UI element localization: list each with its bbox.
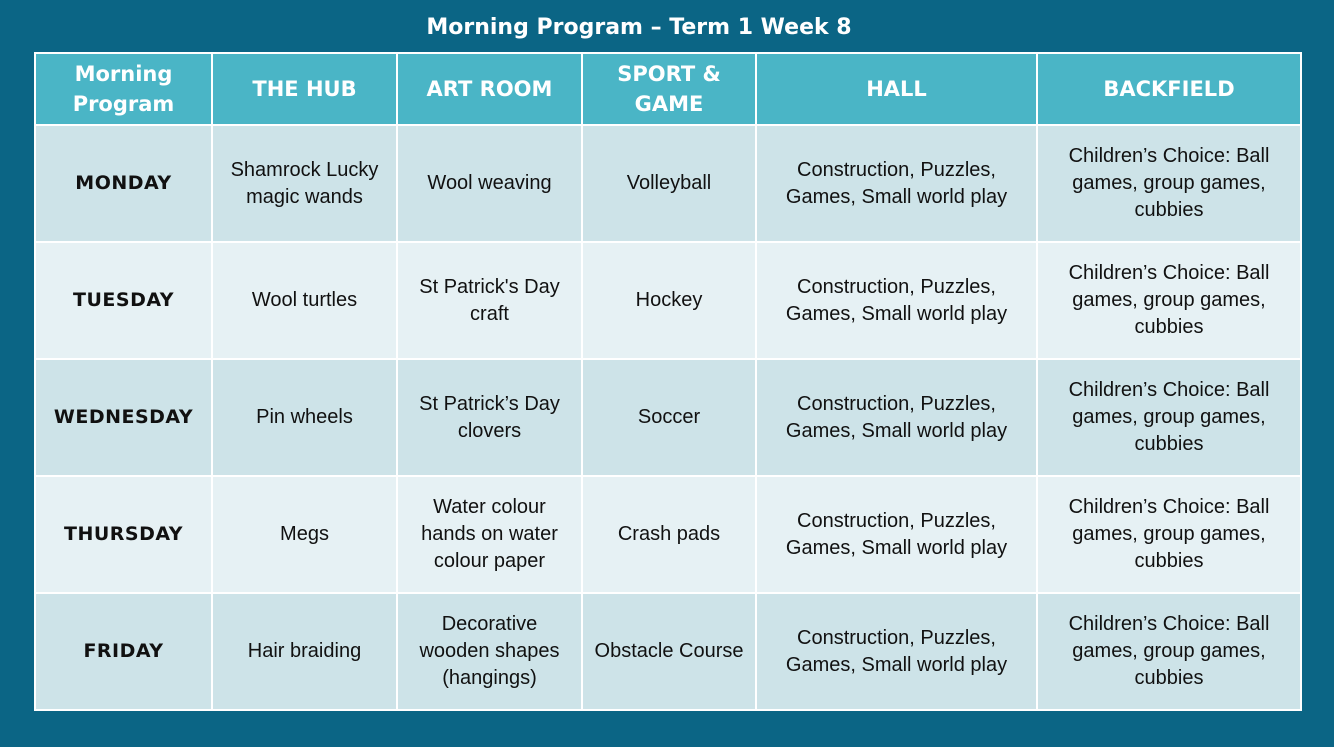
column-header-hall: HALL <box>756 53 1037 125</box>
table-cell: Decorative wooden shapes (hangings) <box>397 593 582 710</box>
day-label: THURSDAY <box>35 476 212 593</box>
day-label: TUESDAY <box>35 242 212 359</box>
table-row <box>35 476 1301 593</box>
table-cell: Construction, Puzzles, Games, Small world play <box>756 242 1037 359</box>
day-label: MONDAY <box>35 125 212 242</box>
column-header-art-room: ART ROOM <box>397 53 582 125</box>
table-cell: Pin wheels <box>212 359 397 476</box>
column-header-the-hub: THE HUB <box>212 53 397 125</box>
table-cell: Crash pads <box>582 476 756 593</box>
table-cell: Construction, Puzzles, Games, Small world play <box>756 359 1037 476</box>
table-cell: Shamrock Lucky magic wands <box>212 125 397 242</box>
table-cell: Children’s Choice: Ball games, group games, cubbies <box>1037 593 1301 710</box>
table-cell: Obstacle Course <box>582 593 756 710</box>
table-cell: Children’s Choice: Ball games, group games, cubbies <box>1037 359 1301 476</box>
program-table <box>34 52 1302 711</box>
day-label: FRIDAY <box>35 593 212 710</box>
table-cell: Megs <box>212 476 397 593</box>
header-row <box>35 53 1301 125</box>
table-cell: Soccer <box>582 359 756 476</box>
table-cell: Children’s Choice: Ball games, group games, cubbies <box>1037 476 1301 593</box>
table-cell: Wool weaving <box>397 125 582 242</box>
table-cell: Construction, Puzzles, Games, Small world play <box>756 476 1037 593</box>
page-title: Morning Program – Term 1 Week 8 <box>426 15 852 40</box>
table-cell: Children’s Choice: Ball games, group games, cubbies <box>1037 125 1301 242</box>
table-cell: St Patrick's Day craft <box>397 242 582 359</box>
day-label: WEDNESDAY <box>35 359 212 476</box>
table-cell: Construction, Puzzles, Games, Small world play <box>756 593 1037 710</box>
table-cell: Children’s Choice: Ball games, group games, cubbies <box>1037 242 1301 359</box>
table-cell: Wool turtles <box>212 242 397 359</box>
table-cell: St Patrick’s Day clovers <box>397 359 582 476</box>
table-row <box>35 593 1301 710</box>
table-cell: Construction, Puzzles, Games, Small world play <box>756 125 1037 242</box>
table-cell: Water colour hands on water colour paper <box>397 476 582 593</box>
table-cell: Hair braiding <box>212 593 397 710</box>
column-header-backfield: BACKFIELD <box>1037 53 1301 125</box>
table-row <box>35 359 1301 476</box>
table-row <box>35 125 1301 242</box>
table-cell: Volleyball <box>582 125 756 242</box>
table-cell: Hockey <box>582 242 756 359</box>
column-header-morning-program: Morning Program <box>35 53 212 125</box>
table-row <box>35 242 1301 359</box>
column-header-sport-game: SPORT & GAME <box>582 53 756 125</box>
